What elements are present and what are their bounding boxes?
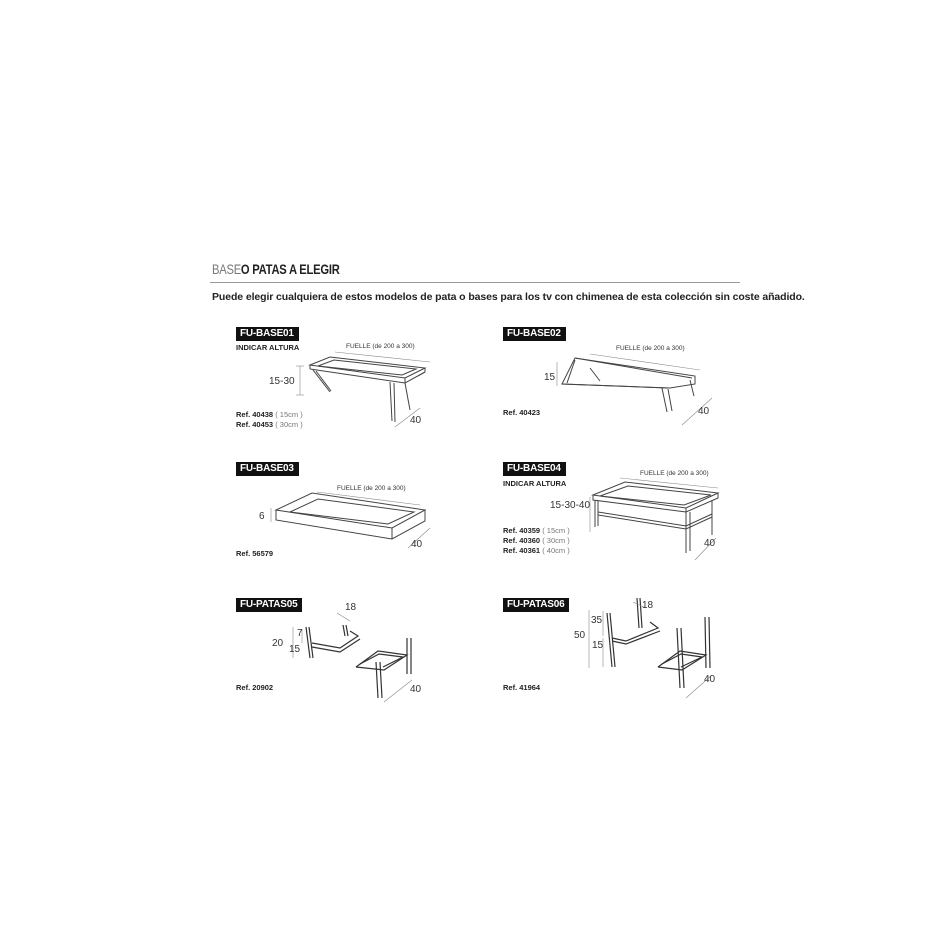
patas06-width: 18 [642,600,654,611]
ref-line: Ref. 41964 [503,683,541,692]
patas05-drawing [293,613,412,702]
ref-line: Ref. 40360 ( 30cm ) [503,536,570,545]
patas06-h-total: 50 [574,630,586,641]
title-light: BASE [212,261,241,277]
base04-subtitle: INDICAR ALTURA [503,479,567,488]
patas05-depth: 40 [410,684,422,695]
ref-line: Ref. 40453 ( 30cm ) [236,420,303,429]
base03-tag: FU-BASE03 [236,462,299,476]
ref-line: Ref. 40423 [503,408,541,417]
base02-height: 15 [544,372,556,383]
base04-tag: FU-BASE04 [503,462,566,476]
base01-subtitle: INDICAR ALTURA [236,343,300,352]
patas06-depth: 40 [704,674,716,685]
base02-depth: 40 [698,406,710,417]
base01-height: 15-30 [269,376,295,387]
patas05-h-total: 20 [272,638,284,649]
base01-tag: FU-BASE01 [236,327,299,341]
base02-tag: FU-BASE02 [503,327,566,341]
patas06-drawing [589,598,712,698]
patas05-width: 18 [345,602,357,613]
base03-height: 6 [259,511,265,522]
base04-height: 15-30-40 [550,500,591,511]
ref-line: Ref. 40361 ( 40cm ) [503,546,570,555]
base01-fuelle: FUELLE (de 200 a 300) [346,343,415,350]
patas05-h-bottom: 15 [289,644,301,655]
intro-text: Puede elegir cualquiera de estos modelos de pata o bases para los tv con chimenea de esta colección sin coste añadido. [212,291,805,303]
base03-refs [236,549,273,559]
base04-drawing [590,478,718,560]
base01-refs [236,410,303,430]
base02-fuelle: FUELLE (de 200 a 300) [616,345,685,352]
base02-refs [503,408,540,418]
base04-refs [503,526,570,556]
base03-depth: 40 [411,539,423,550]
patas06-h-bottom: 15 [592,640,604,651]
patas06-h-top: 35 [591,615,603,626]
ref-line: Ref. 40438 ( 15cm ) [236,410,303,419]
base03-fuelle: FUELLE (de 200 a 300) [337,485,406,492]
patas05-tag: FU-PATAS05 [236,598,302,612]
patas06-tag: FU-PATAS06 [503,598,569,612]
patas05-refs [236,683,273,693]
patas06-refs [503,683,540,693]
base03-drawing [271,492,430,548]
ref-line: Ref. 20902 [236,683,274,692]
ref-line: Ref. 40359 ( 15cm ) [503,526,570,535]
base04-depth: 40 [704,538,716,549]
base01-depth: 40 [410,415,422,426]
ref-line: Ref. 56579 [236,549,274,558]
base02-drawing [557,354,712,425]
patas05-h-top: 7 [297,628,303,639]
title-bold: O PATAS A ELEGIR [240,261,340,277]
base04-fuelle: FUELLE (de 200 a 300) [640,470,709,477]
